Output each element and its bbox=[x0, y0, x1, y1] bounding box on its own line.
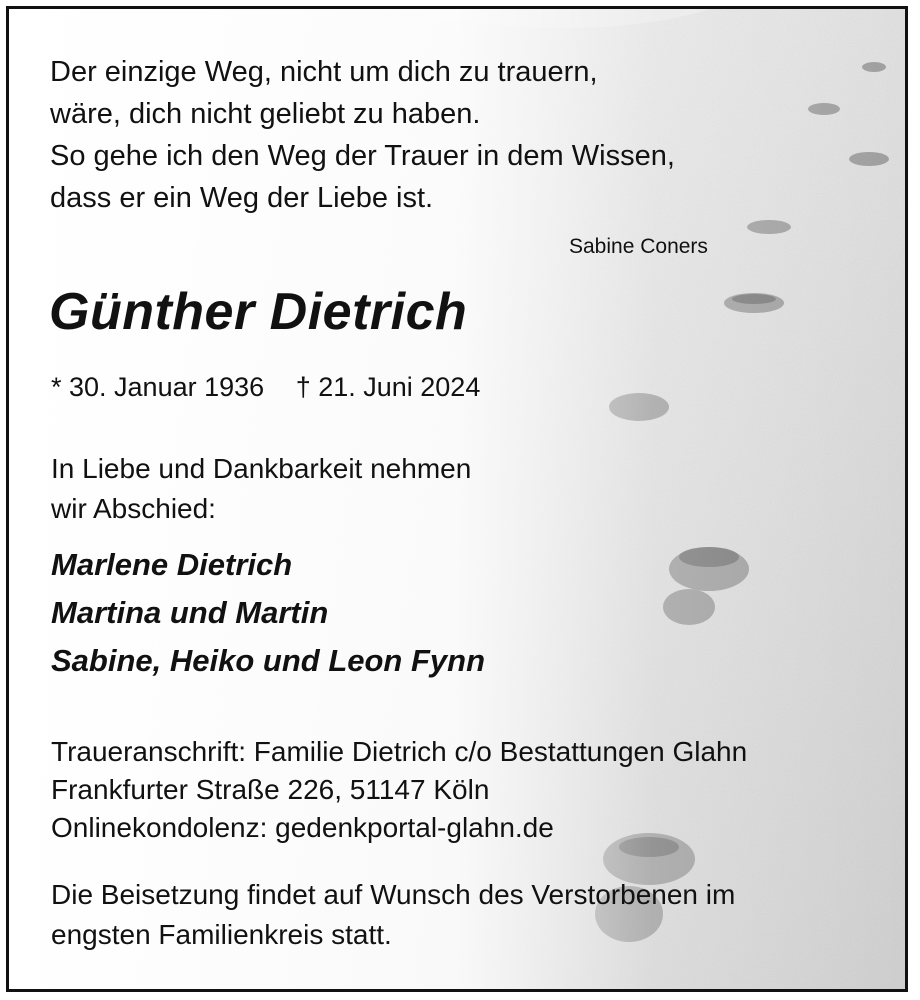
birth-date: * 30. Januar 1936 bbox=[51, 372, 265, 402]
note-line: engsten Familienkreis statt. bbox=[51, 919, 392, 950]
death-date: † 21. Juni 2024 bbox=[295, 372, 481, 402]
condolence-link: Onlinekondolenz: gedenkportal-glahn.de bbox=[51, 812, 554, 843]
quote-line: wäre, dich nicht geliebt zu haben. bbox=[50, 98, 481, 130]
mourner-name: Martina und Martin bbox=[51, 595, 329, 630]
life-dates bbox=[51, 372, 480, 403]
mourner-name: Marlene Dietrich bbox=[51, 547, 293, 582]
address-line: Traueranschrift: Familie Dietrich c/o Bestattungen Glahn bbox=[51, 736, 748, 767]
farewell-text bbox=[51, 449, 471, 529]
memorial-quote bbox=[50, 51, 675, 219]
quote-author: Sabine Coners bbox=[569, 235, 708, 258]
burial-note bbox=[51, 875, 735, 955]
mourner-name: Sabine, Heiko und Leon Fynn bbox=[51, 643, 486, 678]
quote-line: Der einzige Weg, nicht um dich zu trauern, bbox=[50, 56, 598, 88]
mourning-address bbox=[51, 733, 747, 847]
deceased-name: Günther Dietrich bbox=[49, 283, 468, 341]
obituary-notice bbox=[6, 6, 908, 992]
address-line: Frankfurter Straße 226, 51147 Köln bbox=[51, 774, 490, 805]
note-line: Die Beisetzung findet auf Wunsch des Verstorbenen im bbox=[51, 879, 736, 910]
mourners-list bbox=[51, 541, 485, 685]
quote-line: So gehe ich den Weg der Trauer in dem Wissen, bbox=[50, 140, 675, 172]
farewell-line: wir Abschied: bbox=[51, 493, 216, 524]
farewell-line: In Liebe und Dankbarkeit nehmen bbox=[51, 453, 472, 484]
quote-line: dass er ein Weg der Liebe ist. bbox=[50, 182, 434, 214]
